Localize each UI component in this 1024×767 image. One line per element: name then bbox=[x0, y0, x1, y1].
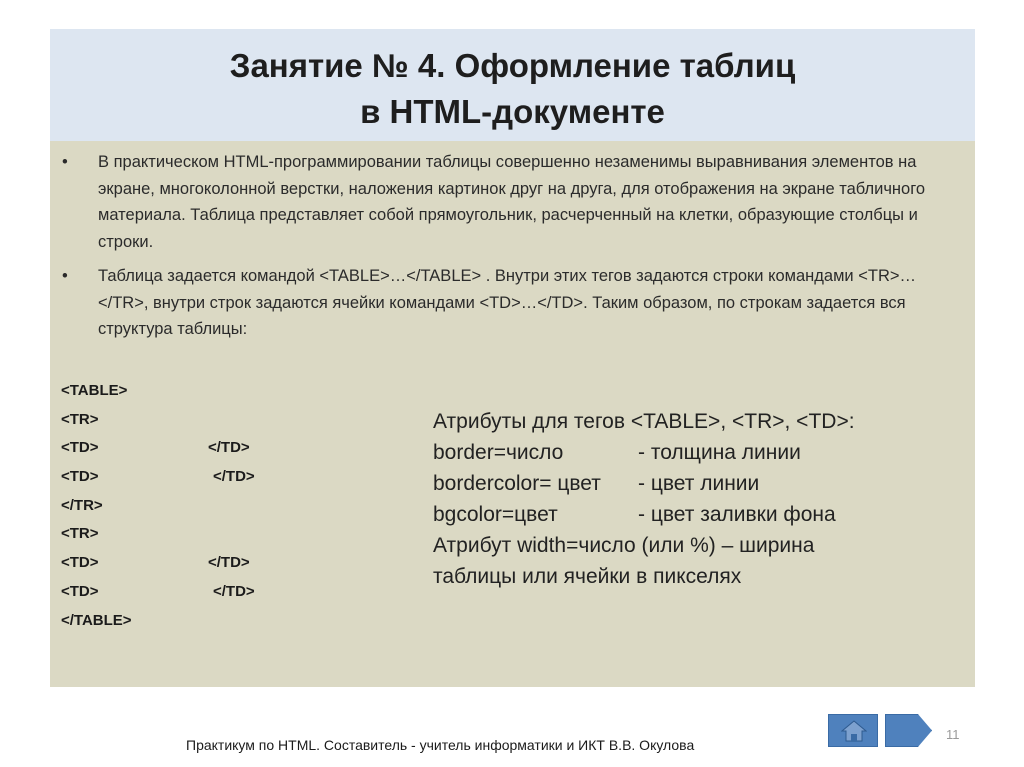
attribute-row bbox=[433, 468, 953, 499]
attribute-description: - цвет заливки фона bbox=[638, 503, 836, 526]
attribute-description: - цвет линии bbox=[638, 472, 760, 495]
bullet-text: В практическом HTML-программировании таблицы совершенно незаменимы выравнивания элементов на экране, многоколонной верстки, наложения картинок друг на друга, для отображения на экране табличного материала. Таблица представляет собой прямоугольник, расчерченный на клетки, образующие столбцы и строки. bbox=[98, 153, 926, 251]
attribute-name: bgcolor=цвет bbox=[433, 503, 558, 526]
code-tag: <TD> bbox=[61, 468, 99, 486]
code-tag: <TD> bbox=[61, 439, 99, 457]
bullet-text: Таблица задается командой <TABLE>…</TABLE> . Внутри этих тегов задаются строки командами <TR>…</TR>, внутри строк задаются ячейки командами <TD>…</TD>. Таким образом, по строкам задается вся структура таблицы: bbox=[98, 267, 916, 338]
attribute-row bbox=[433, 499, 953, 530]
slide-title bbox=[50, 43, 975, 135]
attribute-name: border=число bbox=[433, 441, 564, 464]
next-slide-button[interactable] bbox=[885, 714, 932, 747]
attributes-heading: Атрибуты для тегов <TABLE>, <TR>, <TD>: bbox=[433, 410, 855, 433]
code-tag: </TR> bbox=[61, 496, 103, 514]
code-line bbox=[61, 492, 132, 521]
bullet-item bbox=[62, 149, 962, 255]
code-line bbox=[61, 520, 132, 549]
code-tag: <TD> bbox=[61, 582, 99, 600]
code-example bbox=[61, 377, 255, 635]
code-tag: <TABLE> bbox=[61, 382, 128, 399]
attribute-name: bordercolor= цвет bbox=[433, 472, 601, 495]
code-line bbox=[61, 549, 250, 578]
attribute-description: - толщина линии bbox=[638, 441, 801, 464]
code-tag: </TABLE> bbox=[61, 611, 132, 629]
bullet-marker: • bbox=[62, 153, 68, 171]
page-number: 11 bbox=[946, 727, 960, 742]
code-tag: <TR> bbox=[61, 525, 99, 543]
code-tag: </TD> bbox=[213, 468, 255, 486]
code-line bbox=[61, 463, 255, 492]
home-button[interactable] bbox=[828, 714, 878, 747]
code-tag: </TD> bbox=[208, 554, 250, 572]
width-attribute-line: Атрибут width=число (или %) – ширина bbox=[433, 534, 815, 557]
width-attribute-line: таблицы или ячейки в пикселях bbox=[433, 565, 742, 588]
code-tag: </TD> bbox=[208, 439, 250, 457]
code-tag: <TR> bbox=[61, 410, 99, 428]
bullet-marker: • bbox=[62, 267, 68, 285]
code-tag: <TD> bbox=[61, 554, 99, 572]
title-line-1: Занятие № 4. Оформление таблиц bbox=[229, 47, 796, 84]
code-line bbox=[61, 377, 132, 406]
attributes-block bbox=[433, 406, 953, 592]
title-line-2: в HTML-документе bbox=[360, 93, 665, 130]
footer-credit: Практикум по HTML. Составитель - учитель информатики и ИКТ В.В. Окулова bbox=[186, 737, 695, 753]
code-line bbox=[61, 434, 250, 463]
code-line bbox=[61, 406, 132, 435]
attribute-row bbox=[433, 437, 953, 468]
home-icon bbox=[841, 720, 867, 742]
bullet-list bbox=[62, 149, 962, 351]
bullet-item bbox=[62, 263, 962, 343]
code-line bbox=[61, 578, 255, 607]
code-line bbox=[61, 607, 132, 636]
code-tag: </TD> bbox=[213, 582, 255, 600]
